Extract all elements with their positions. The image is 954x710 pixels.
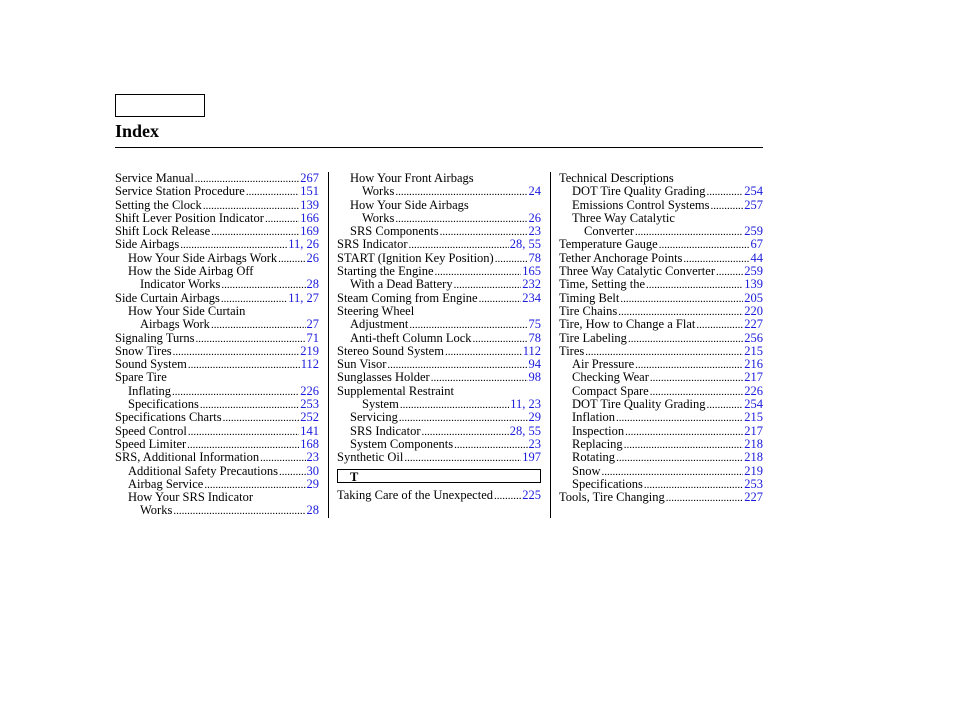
page-number-link[interactable]: 28 bbox=[306, 503, 319, 518]
index-entry-label: Tires bbox=[559, 343, 585, 358]
index-entry[interactable] bbox=[559, 425, 763, 438]
page-number-link[interactable]: 24 bbox=[528, 184, 541, 199]
index-entry-label: SRS Components bbox=[350, 224, 439, 239]
index-entry-label: Emissions Control Systems bbox=[572, 197, 710, 212]
dot-leader bbox=[211, 225, 299, 239]
index-entry-label: Indicator Works bbox=[140, 277, 221, 292]
index-entry[interactable] bbox=[559, 358, 763, 371]
index-entry[interactable] bbox=[559, 451, 763, 464]
index-entry[interactable] bbox=[559, 318, 763, 331]
index-entry[interactable] bbox=[559, 398, 763, 411]
dot-leader bbox=[246, 185, 299, 199]
index-entry[interactable] bbox=[559, 238, 763, 251]
index-entry-label: Inspection bbox=[572, 423, 625, 438]
index-entry[interactable] bbox=[115, 292, 319, 305]
index-entry[interactable] bbox=[115, 385, 319, 398]
page-number-link[interactable]: 226 bbox=[744, 383, 763, 398]
dot-leader bbox=[650, 371, 743, 385]
page-number-link[interactable]: 29 bbox=[306, 476, 319, 491]
index-entry-label: Side Curtain Airbags bbox=[115, 290, 220, 305]
page-number-link[interactable]: 217 bbox=[744, 423, 763, 438]
page-number-link[interactable]: 139 bbox=[744, 277, 763, 292]
dot-leader bbox=[706, 398, 743, 412]
index-entry[interactable] bbox=[337, 345, 541, 358]
index-entry-label: With a Dead Battery bbox=[350, 277, 453, 292]
index-entry-label: Three Way Catalytic Converter bbox=[559, 264, 715, 279]
index-entry[interactable] bbox=[559, 265, 763, 278]
page-number-link[interactable]: 257 bbox=[744, 197, 763, 212]
index-entry-label: Specifications bbox=[572, 476, 643, 491]
dot-leader bbox=[404, 451, 521, 465]
index-entry[interactable] bbox=[115, 212, 319, 225]
index-entry-label: Side Airbags bbox=[115, 237, 180, 252]
index-entry-label: Converter bbox=[584, 224, 634, 239]
index-entry[interactable] bbox=[337, 358, 541, 371]
page-number-link[interactable]: 11, 23 bbox=[510, 397, 541, 412]
dot-leader bbox=[625, 425, 743, 439]
index-entry-label: Shift Lever Position Indicator bbox=[115, 210, 264, 225]
page-number-link[interactable]: 225 bbox=[522, 487, 541, 502]
page-number-link[interactable]: 256 bbox=[744, 330, 763, 345]
index-entry-label: Steam Coming from Engine bbox=[337, 290, 478, 305]
page-number-link[interactable]: 23 bbox=[306, 450, 319, 465]
dot-leader bbox=[706, 185, 743, 199]
index-entry-label: Servicing bbox=[350, 410, 398, 425]
column-divider bbox=[550, 172, 551, 518]
index-entry[interactable] bbox=[115, 425, 319, 438]
page-number-link[interactable]: 215 bbox=[744, 343, 763, 358]
index-entry bbox=[559, 172, 763, 185]
page-number-link[interactable]: 78 bbox=[528, 330, 541, 345]
index-entry[interactable] bbox=[337, 425, 541, 438]
page-number-link[interactable]: 226 bbox=[300, 383, 319, 398]
index-entry-label: How Your Side Curtain bbox=[128, 303, 246, 318]
dot-leader bbox=[711, 199, 744, 213]
index-entry[interactable] bbox=[337, 332, 541, 345]
dot-leader bbox=[445, 345, 522, 359]
dot-leader bbox=[624, 438, 744, 452]
dot-leader bbox=[223, 411, 300, 425]
page-number-link[interactable]: 26 bbox=[306, 250, 319, 265]
page-number-link[interactable]: 141 bbox=[300, 423, 319, 438]
index-entry-label: Tire Chains bbox=[559, 303, 618, 318]
dot-leader bbox=[666, 491, 744, 505]
index-entry-label: Inflation bbox=[572, 410, 616, 425]
index-entry[interactable] bbox=[115, 199, 319, 212]
index-entry[interactable] bbox=[559, 199, 763, 212]
index-entry-label: Spare Tire bbox=[115, 370, 167, 385]
page-number-link[interactable]: 234 bbox=[522, 290, 541, 305]
index-entry-label: Temperature Gauge bbox=[559, 237, 658, 252]
page-number-link[interactable]: 30 bbox=[306, 463, 319, 478]
index-entry[interactable] bbox=[115, 451, 319, 464]
index-entry-label: Airbag Service bbox=[128, 476, 204, 491]
page-number-link[interactable]: 26 bbox=[528, 210, 541, 225]
index-entry-label: Sun Visor bbox=[337, 357, 387, 372]
index-entry[interactable] bbox=[115, 411, 319, 424]
index-entry bbox=[115, 491, 319, 504]
dot-leader bbox=[278, 252, 305, 266]
index-entry-label: Sound System bbox=[115, 357, 187, 372]
page-number-link[interactable]: 67 bbox=[750, 237, 763, 252]
dot-leader bbox=[479, 292, 522, 306]
index-entry-label: Specifications Charts bbox=[115, 410, 222, 425]
index-entry[interactable] bbox=[337, 238, 541, 251]
dot-leader bbox=[646, 278, 743, 292]
index-entry[interactable] bbox=[115, 185, 319, 198]
index-entry-label: Service Manual bbox=[115, 171, 194, 185]
page-number-link[interactable]: 11, 26 bbox=[288, 237, 319, 252]
index-entry[interactable] bbox=[559, 185, 763, 198]
index-entry-label: Works bbox=[362, 184, 395, 199]
column-divider bbox=[328, 172, 329, 518]
page-number-link[interactable]: 165 bbox=[522, 264, 541, 279]
header-rule bbox=[115, 147, 763, 148]
dot-leader bbox=[454, 438, 527, 452]
dot-leader bbox=[173, 345, 300, 359]
page-number-link[interactable]: 254 bbox=[744, 184, 763, 199]
index-entry[interactable] bbox=[337, 411, 541, 424]
page-number-link[interactable]: 29 bbox=[528, 410, 541, 425]
index-entry-label: Replacing bbox=[572, 436, 623, 451]
index-entry bbox=[559, 212, 763, 225]
index-entry[interactable] bbox=[115, 238, 319, 251]
page-number-link[interactable]: 267 bbox=[300, 171, 319, 185]
index-entry[interactable] bbox=[337, 489, 541, 502]
index-entry[interactable] bbox=[559, 371, 763, 384]
dot-leader bbox=[696, 318, 743, 332]
dot-leader bbox=[494, 489, 521, 503]
page-number-link[interactable]: 232 bbox=[522, 277, 541, 292]
page-number-link[interactable]: 205 bbox=[744, 290, 763, 305]
page-number-link[interactable]: 218 bbox=[744, 436, 763, 451]
index-entry-label: Tools, Tire Changing bbox=[559, 490, 665, 505]
page-number-link[interactable]: 28 bbox=[306, 277, 319, 292]
index-entry[interactable] bbox=[115, 504, 319, 517]
index-entry-label: How Your SRS Indicator bbox=[128, 490, 254, 505]
index-entry-label: Rotating bbox=[572, 450, 616, 465]
index-entry-label: Three Way Catalytic bbox=[572, 210, 675, 225]
page-number-link[interactable]: 253 bbox=[300, 397, 319, 412]
dot-leader bbox=[620, 292, 743, 306]
page-number-link[interactable]: 75 bbox=[528, 317, 541, 332]
index-entry[interactable] bbox=[115, 465, 319, 478]
index-entry[interactable] bbox=[337, 278, 541, 291]
index-entry[interactable] bbox=[559, 225, 763, 238]
index-entry-label: System Components bbox=[350, 436, 454, 451]
index-entry-label: Tether Anchorage Points bbox=[559, 250, 683, 265]
index-entry[interactable] bbox=[115, 172, 319, 185]
index-entry[interactable] bbox=[115, 318, 319, 331]
index-entry[interactable] bbox=[337, 292, 541, 305]
page-number-link[interactable]: 168 bbox=[300, 436, 319, 451]
index-entry-label: DOT Tire Quality Grading bbox=[572, 184, 706, 199]
index-entry[interactable] bbox=[559, 438, 763, 451]
index-entry[interactable] bbox=[337, 318, 541, 331]
index-entry bbox=[337, 385, 541, 398]
index-entry-label: Tire Labeling bbox=[559, 330, 627, 345]
index-entry-label: How Your Side Airbags Work bbox=[128, 250, 278, 265]
index-entry-label: Adjustment bbox=[350, 317, 409, 332]
index-entry[interactable] bbox=[115, 225, 319, 238]
index-entry bbox=[337, 172, 541, 185]
index-entry-label: Taking Care of the Unexpected bbox=[337, 487, 494, 502]
page-number-link[interactable]: 44 bbox=[750, 250, 763, 265]
index-entry-label: System bbox=[362, 397, 399, 412]
index-entry-label: Anti-theft Column Lock bbox=[350, 330, 472, 345]
index-entry[interactable] bbox=[559, 411, 763, 424]
index-entry[interactable] bbox=[337, 451, 541, 464]
page-number-link[interactable]: 23 bbox=[528, 436, 541, 451]
page-number-link[interactable]: 151 bbox=[300, 184, 319, 199]
index-entry[interactable] bbox=[559, 292, 763, 305]
page-number-link[interactable]: 252 bbox=[300, 410, 319, 425]
index-entry[interactable] bbox=[559, 385, 763, 398]
index-entry[interactable] bbox=[559, 278, 763, 291]
index-entry-label: SRS, Additional Information bbox=[115, 450, 260, 465]
index-entry[interactable] bbox=[559, 305, 763, 318]
index-entry[interactable] bbox=[337, 265, 541, 278]
page-number-link[interactable]: 94 bbox=[528, 357, 541, 372]
dot-leader bbox=[635, 358, 743, 372]
index-entry-label: SRS Indicator bbox=[337, 237, 408, 252]
index-entry-label: Technical Descriptions bbox=[559, 171, 674, 185]
index-entry-label: SRS Indicator bbox=[350, 423, 421, 438]
page-number-link[interactable]: 216 bbox=[744, 357, 763, 372]
page-number-link[interactable]: 71 bbox=[306, 330, 319, 345]
dot-leader bbox=[616, 451, 743, 465]
page-number-link[interactable]: 112 bbox=[300, 357, 319, 372]
page-number-link[interactable]: 219 bbox=[300, 343, 319, 358]
page-number-link[interactable]: 219 bbox=[744, 463, 763, 478]
index-entry-label: Snow bbox=[572, 463, 601, 478]
index-entry-label: Airbags Work bbox=[140, 317, 210, 332]
dot-leader bbox=[400, 398, 509, 412]
index-entry-label: Checking Wear bbox=[572, 370, 649, 385]
index-entry[interactable] bbox=[559, 332, 763, 345]
index-entry-label: Additional Safety Precautions bbox=[128, 463, 278, 478]
page-number-link[interactable]: 227 bbox=[744, 490, 763, 505]
page-number-link[interactable]: 139 bbox=[300, 197, 319, 212]
page-number-link[interactable]: 28, 55 bbox=[509, 423, 541, 438]
page-number-link[interactable]: 215 bbox=[744, 410, 763, 425]
index-entry[interactable] bbox=[115, 332, 319, 345]
page-number-link[interactable]: 28, 55 bbox=[509, 237, 541, 252]
index-entry-label: Inflating bbox=[128, 383, 172, 398]
index-entry-label: Stereo Sound System bbox=[337, 343, 444, 358]
index-entry[interactable] bbox=[115, 252, 319, 265]
index-entry bbox=[337, 305, 541, 318]
index-entry[interactable] bbox=[559, 491, 763, 504]
index-entry[interactable] bbox=[115, 278, 319, 291]
page-number-link[interactable]: 254 bbox=[744, 397, 763, 412]
index-entry-label: Works bbox=[362, 210, 395, 225]
dot-leader bbox=[716, 265, 743, 279]
index-entry[interactable] bbox=[559, 465, 763, 478]
index-entry-label: Synthetic Oil bbox=[337, 450, 404, 465]
page-number-link[interactable]: 227 bbox=[744, 317, 763, 332]
index-entry-label: Time, Setting the bbox=[559, 277, 646, 292]
dot-leader bbox=[173, 504, 305, 518]
index-entry[interactable] bbox=[115, 438, 319, 451]
page-number-link[interactable]: 23 bbox=[528, 224, 541, 239]
page-number-link[interactable]: 98 bbox=[528, 370, 541, 385]
index-entry-label: Starting the Engine bbox=[337, 264, 434, 279]
index-entry[interactable] bbox=[559, 478, 763, 491]
dot-leader bbox=[279, 465, 306, 479]
index-entry[interactable] bbox=[337, 185, 541, 198]
dot-leader bbox=[188, 425, 299, 439]
page-number-link[interactable]: 218 bbox=[744, 450, 763, 465]
index-entry-label: START (Ignition Key Position) bbox=[337, 250, 494, 265]
page-number-link[interactable]: 78 bbox=[528, 250, 541, 265]
index-entry[interactable] bbox=[115, 358, 319, 371]
index-column-2 bbox=[337, 172, 541, 502]
index-entry[interactable] bbox=[337, 212, 541, 225]
dot-leader bbox=[265, 212, 299, 226]
index-column-3 bbox=[559, 172, 763, 504]
page-number-link[interactable]: 253 bbox=[744, 476, 763, 491]
index-entry-label: How Your Front Airbags bbox=[350, 171, 474, 185]
dot-leader bbox=[196, 332, 306, 346]
page-number-link[interactable]: 197 bbox=[522, 450, 541, 465]
dot-leader bbox=[473, 332, 528, 346]
page-number-link[interactable]: 220 bbox=[744, 303, 763, 318]
index-entry[interactable] bbox=[559, 252, 763, 265]
index-entry-label: Speed Limiter bbox=[115, 436, 187, 451]
section-letter-header: T bbox=[337, 469, 541, 483]
page-title: Index bbox=[115, 121, 160, 141]
navigation-box bbox=[115, 94, 205, 117]
page-number-link[interactable]: 112 bbox=[522, 343, 541, 358]
index-entry-label: Air Pressure bbox=[572, 357, 635, 372]
index-entry[interactable] bbox=[337, 252, 541, 265]
index-entry[interactable] bbox=[559, 345, 763, 358]
index-entry-label: How the Side Airbag Off bbox=[128, 264, 254, 279]
dot-leader bbox=[211, 318, 306, 332]
index-entry[interactable] bbox=[337, 438, 541, 451]
index-entry-label: Signaling Turns bbox=[115, 330, 195, 345]
page-number-link[interactable]: 11, 27 bbox=[288, 290, 319, 305]
index-entry-label: DOT Tire Quality Grading bbox=[572, 397, 706, 412]
page-number-link[interactable]: 259 bbox=[744, 264, 763, 279]
index-entry[interactable] bbox=[337, 398, 541, 411]
page-number-link[interactable]: 259 bbox=[744, 224, 763, 239]
page-number-link[interactable]: 217 bbox=[744, 370, 763, 385]
index-entry[interactable] bbox=[115, 398, 319, 411]
index-entry[interactable] bbox=[337, 371, 541, 384]
index-entry-label: Speed Control bbox=[115, 423, 187, 438]
index-entry[interactable] bbox=[337, 225, 541, 238]
index-entry-label: Timing Belt bbox=[559, 290, 620, 305]
index-entry bbox=[337, 199, 541, 212]
dot-leader bbox=[628, 332, 743, 346]
index-entry-label: Snow Tires bbox=[115, 343, 172, 358]
index-column-1 bbox=[115, 172, 319, 518]
index-entry-label: Compact Spare bbox=[572, 383, 649, 398]
index-entry bbox=[115, 265, 319, 278]
page-number-link[interactable]: 169 bbox=[300, 224, 319, 239]
index-entry[interactable] bbox=[115, 345, 319, 358]
index-entry-label: Service Station Procedure bbox=[115, 184, 245, 199]
page-number-link[interactable]: 27 bbox=[306, 317, 319, 332]
index-entry bbox=[115, 371, 319, 384]
page-number-link[interactable]: 166 bbox=[300, 210, 319, 225]
index-entry-label: Setting the Clock bbox=[115, 197, 202, 212]
index-entry bbox=[115, 305, 319, 318]
index-entry-label: Steering Wheel bbox=[337, 303, 415, 318]
index-entry-label: Specifications bbox=[128, 397, 199, 412]
index-entry-label: How Your Side Airbags bbox=[350, 197, 469, 212]
index-entry-label: Supplemental Restraint bbox=[337, 383, 454, 398]
dot-leader bbox=[616, 411, 743, 425]
index-entry-label: Shift Lock Release bbox=[115, 224, 211, 239]
index-entry-label: Works bbox=[140, 503, 173, 518]
dot-leader bbox=[188, 358, 300, 372]
index-entry[interactable] bbox=[115, 478, 319, 491]
index-entry-label: Tire, How to Change a Flat bbox=[559, 317, 696, 332]
index-entry-label: Sunglasses Holder bbox=[337, 370, 430, 385]
